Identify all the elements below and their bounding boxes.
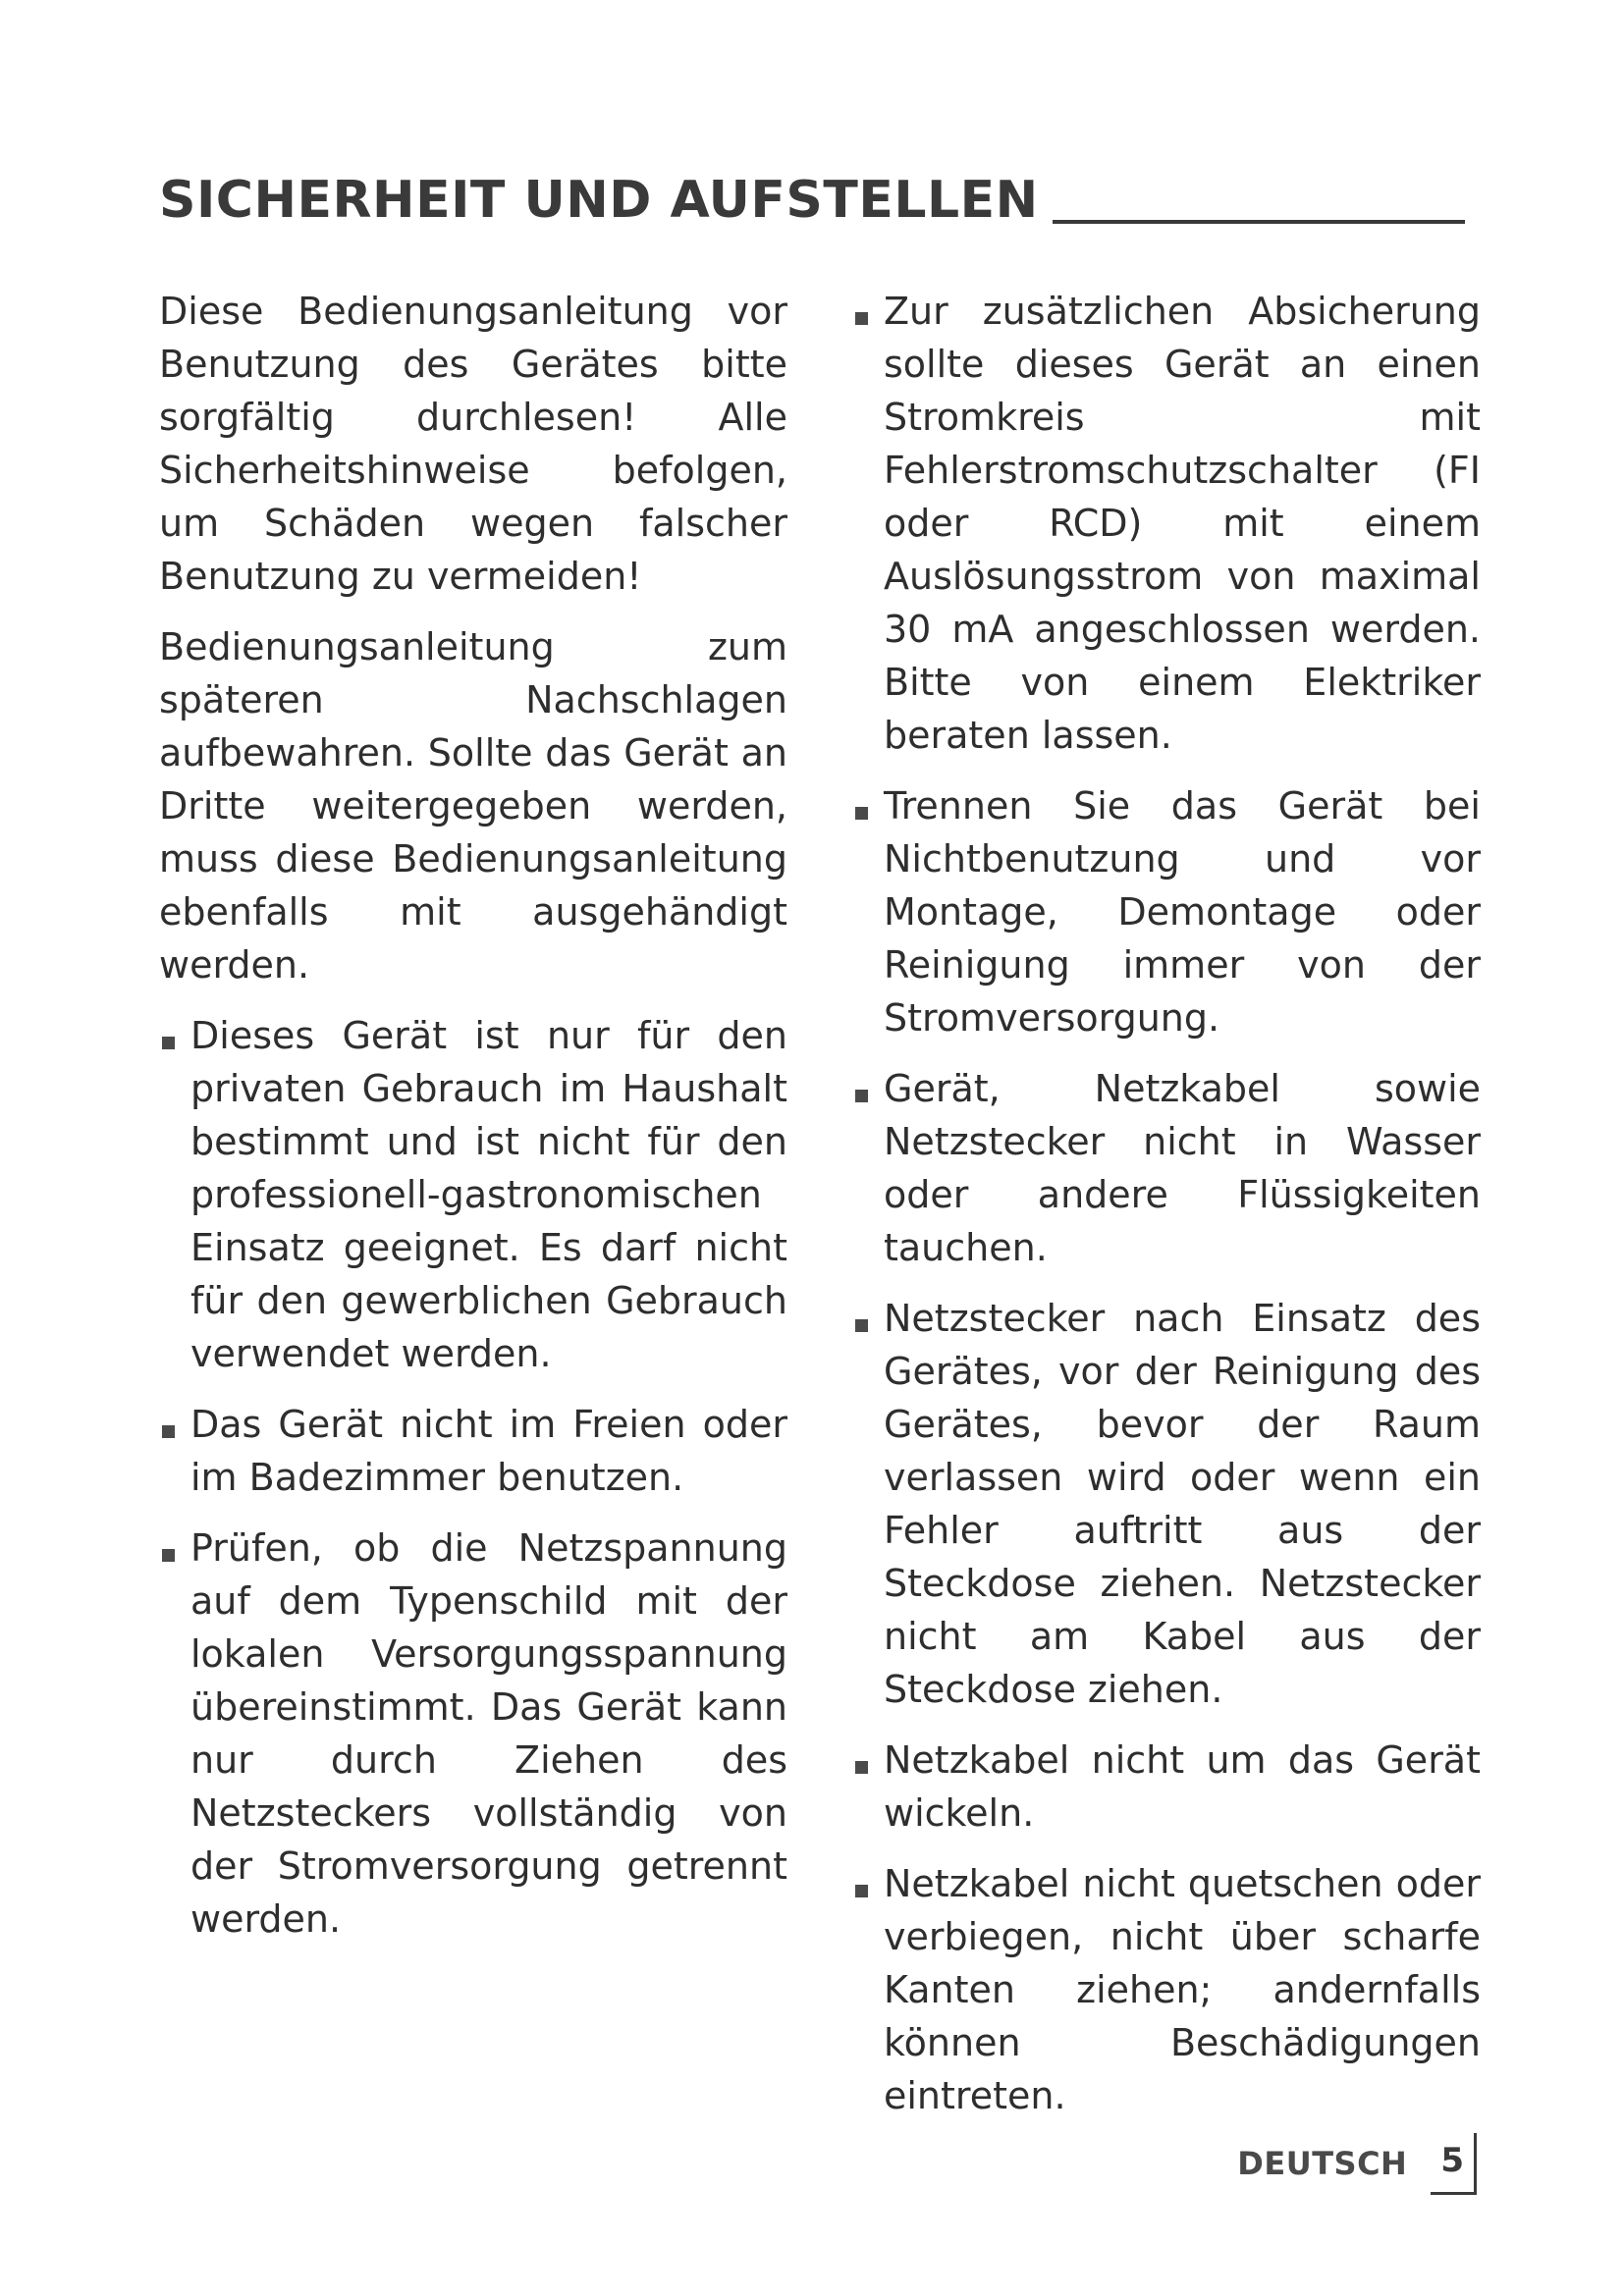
left-column	[159, 285, 787, 1963]
section-title: SICHERHEIT UND AUFSTELLEN	[159, 171, 1039, 230]
page-number: 5	[1431, 2133, 1477, 2195]
square-bullet-icon	[162, 1037, 175, 1049]
list-item	[852, 1734, 1481, 1840]
list-item	[852, 1857, 1481, 2122]
footer-language: DEUTSCH	[1237, 2145, 1408, 2182]
square-bullet-icon	[855, 1319, 868, 1332]
square-bullet-icon	[855, 312, 868, 325]
list-item-text: Trennen Sie das Gerät bei Nichtbenutzung und vor Montage, Demontage oder Reinigung immer von der Stromversorgung.	[884, 784, 1481, 1040]
section-heading	[159, 157, 1465, 228]
list-item-text: Netzkabel nicht um das Gerät wickeln.	[884, 1738, 1481, 1835]
list-item	[852, 285, 1481, 762]
square-bullet-icon	[855, 807, 868, 820]
list-item-text: Prüfen, ob die Netzspannung auf dem Typenschild mit der lokalen Versorgungsspannung übereinstimmt. Das Gerät kann nur durch Ziehen des Netzsteckers vollständig von der Stromversorgung getrennt werden.	[190, 1526, 787, 1941]
storage-paragraph: Bedienungsanleitung zum späteren Nachschlagen aufbewahren. Sollte das Gerät an Dritte weitergegeben werden, muss diese Bedienungsanleitung ebenfalls mit ausgehändigt werden.	[159, 625, 787, 987]
square-bullet-icon	[855, 1761, 868, 1774]
heading-rule	[1053, 220, 1465, 224]
list-item	[852, 779, 1481, 1044]
list-item	[852, 1292, 1481, 1716]
list-item	[852, 1062, 1481, 1274]
intro-paragraph: Diese Bedienungsanleitung vor Benutzung des Gerätes bitte sorgfältig durchlesen! Alle Sicherheitshinweise befolgen, um Schäden wegen falscher Benutzung zu vermeiden!	[159, 290, 787, 598]
list-item-text: Netzstecker nach Einsatz des Gerätes, vor der Reinigung des Gerätes, bevor der Raum verlassen wird oder wenn ein Fehler auftritt aus der Steckdose ziehen. Netzstecker nicht am Kabel aus der Steckdose ziehen.	[884, 1297, 1481, 1711]
list-item-text: Gerät, Netzkabel sowie Netzstecker nicht in Wasser oder andere Flüssigkeiten tauchen.	[884, 1067, 1481, 1269]
list-item-text: Zur zusätzlichen Absicherung sollte dieses Gerät an einen Stromkreis mit Fehlerstromschutzschalter (FI oder RCD) mit einem Auslösungsstrom von maximal 30 mA angeschlossen werden. Bitte von einem Elektriker beraten lassen.	[884, 290, 1481, 757]
list-item-text: Netzkabel nicht quetschen oder verbiegen, nicht über scharfe Kanten ziehen; andernfalls können Beschädigungen eintreten.	[884, 1862, 1481, 2117]
list-item-text: Das Gerät nicht im Freien oder im Badezimmer benutzen.	[190, 1403, 787, 1499]
right-column	[852, 285, 1481, 2140]
square-bullet-icon	[855, 1885, 868, 1897]
page-footer	[1237, 2132, 1477, 2195]
square-bullet-icon	[855, 1090, 868, 1102]
square-bullet-icon	[162, 1425, 175, 1438]
list-item	[159, 1522, 787, 1946]
list-item-text: Dieses Gerät ist nur für den privaten Gebrauch im Haushalt bestimmt und ist nicht für den professionell-gastronomischen Einsatz geeignet. Es darf nicht für den gewerblichen Gebrauch verwendet werden.	[190, 1014, 787, 1375]
list-item	[159, 1398, 787, 1504]
list-item	[159, 1009, 787, 1380]
square-bullet-icon	[162, 1549, 175, 1562]
